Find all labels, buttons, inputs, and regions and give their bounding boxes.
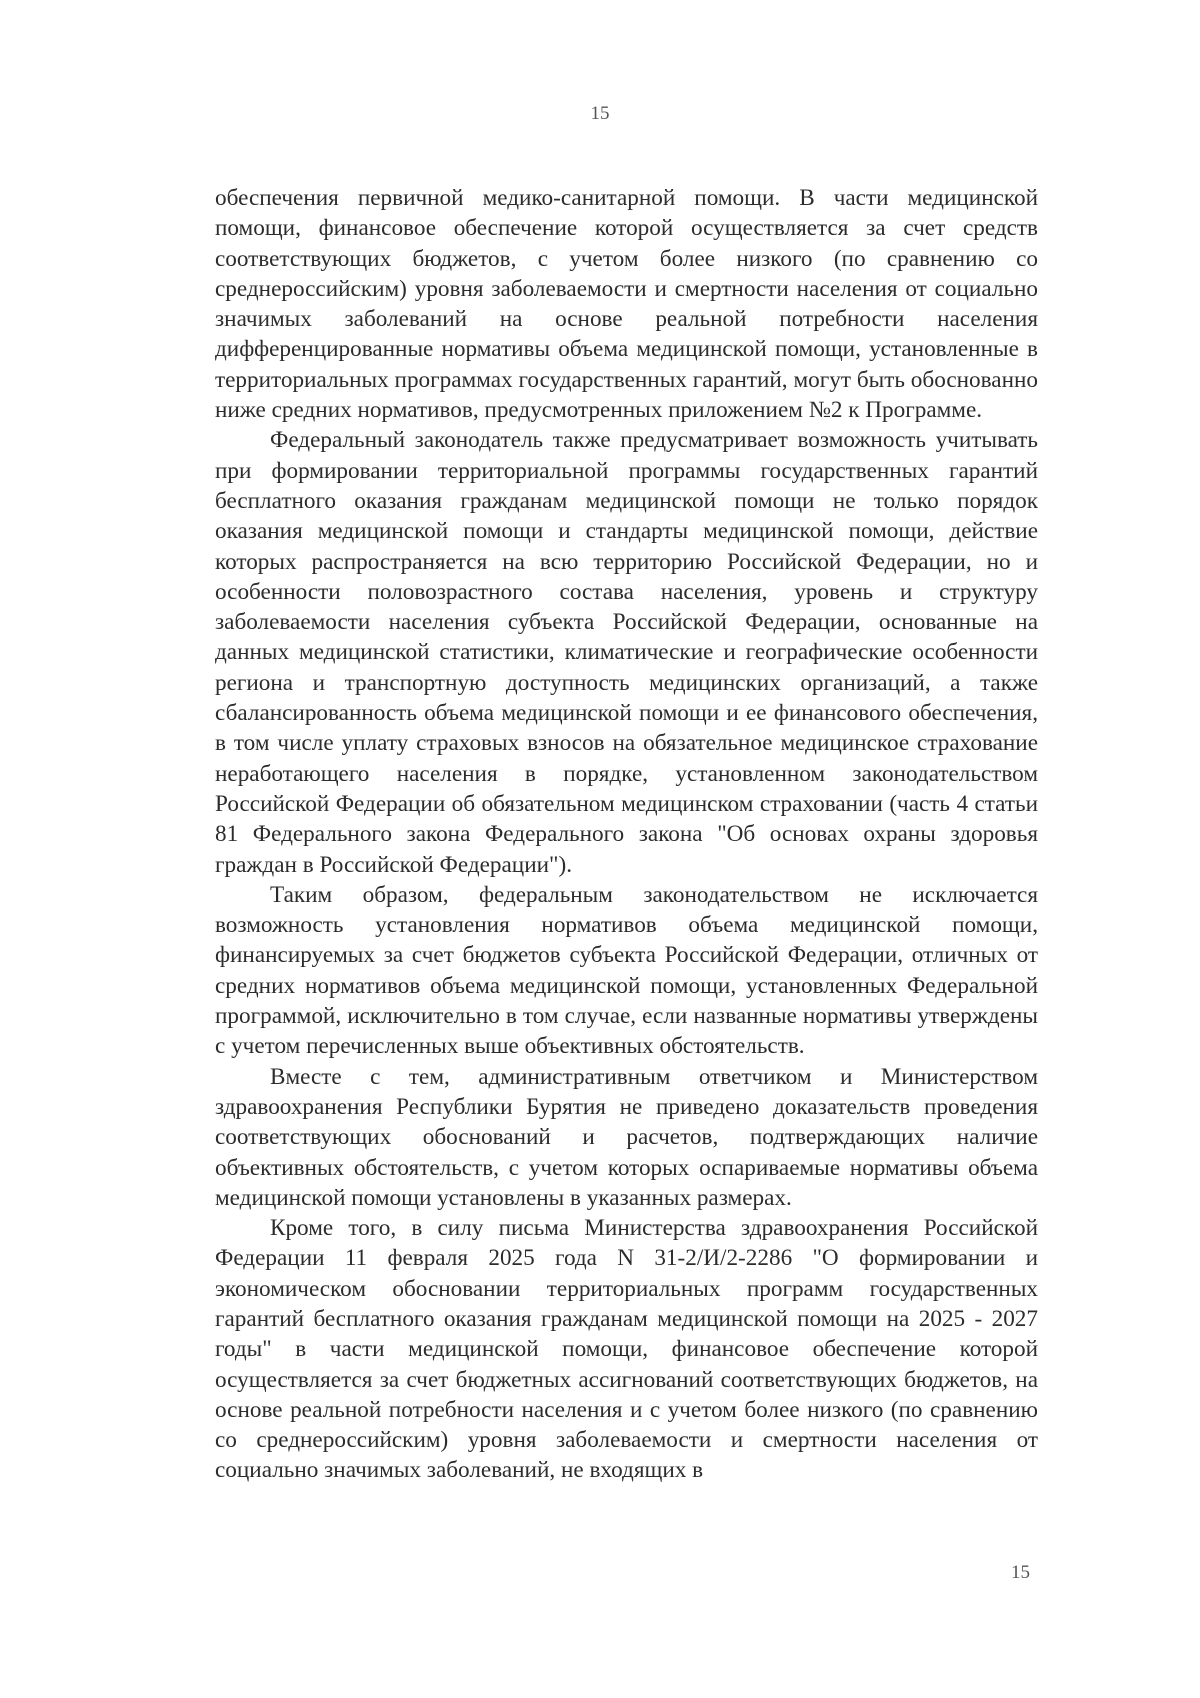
paragraph-continuation: обеспечения первичной медико-санитарной помощи. В части медицинской помощи, финансовое обеспечение которой осуществляется за счет средств соответствующих бюджетов, с учетом более низкого (по сравнению со среднероссийским) уровня заболеваемости и смертности населения от социально значимых заболеваний на основе реальной потребности населения дифференцированные нормативы объема медицинской помощи, установленные в территориальных программах государственных гарантий, могут быть обоснованно ниже средних нормативов, предусмотренных приложением №2 к Программе. [215, 185, 1038, 424]
body-text [215, 183, 1038, 1486]
page-number-top: 15 [590, 103, 610, 124]
paragraph: Кроме того, в силу письма Министерства здравоохранения Российской Федерации 11 февраля 2025 года N 31-2/И/2-2286 "О формировании и экономическом обосновании территориальных программ государственных гарантий бесплатного оказания гражданам медицинской помощи на 2025 - 2027 годы" в части медицинской помощи, финансовое обеспечение которой осуществляется за счет бюджетных ассигнований соответствующих бюджетов, на основе реальной потребности населения и с учетом более низкого (по сравнению со среднероссийским) уровня заболеваемости и смертности населения от социально значимых заболеваний, не входящих в [215, 1215, 1038, 1484]
paragraph: Таким образом, федеральным законодательством не исключается возможность установления нормативов объема медицинской помощи, финансируемых за счет бюджетов субъекта Российской Федерации, отличных от средних нормативов объема медицинской помощи, установленных Федеральной программой, исключительно в том случае, если названные нормативы утверждены с учетом перечисленных выше объективных обстоятельств. [215, 881, 1038, 1060]
page-number-bottom: 15 [1011, 1562, 1030, 1583]
paragraph: Вместе с тем, административным ответчиком и Министерством здравоохранения Республики Бурятия не приведено доказательств проведения соответствующих обоснований и расчетов, подтверждающих наличие объективных обстоятельств, с учетом которых оспариваемые нормативы объема медицинской помощи установлены в указанных размерах. [215, 1063, 1038, 1211]
paragraph: Федеральный законодатель также предусматривает возможность учитывать при формировании территориальной программы государственных гарантий бесплатного оказания гражданам медицинской помощи не только порядок оказания медицинской помощи и стандарты медицинской помощи, действие которых распространяется на всю территорию Российской Федерации, но и особенности половозрастного состава населения, уровень и структуру заболеваемости населения субъекта Российской Федерации, основанные на данных медицинской статистики, климатические и географические особенности региона и транспортную доступность медицинских организаций, а также сбалансированность объема медицинской помощи и ее финансового обеспечения, в том числе уплату страховых взносов на обязательное медицинское страхование неработающего населения в порядке, установленном законодательством Российской Федерации об обязательном медицинском страховании (часть 4 статьи 81 Федерального закона Федерального закона "Об основах охраны здоровья граждан в Российской Федерации"). [215, 427, 1038, 878]
